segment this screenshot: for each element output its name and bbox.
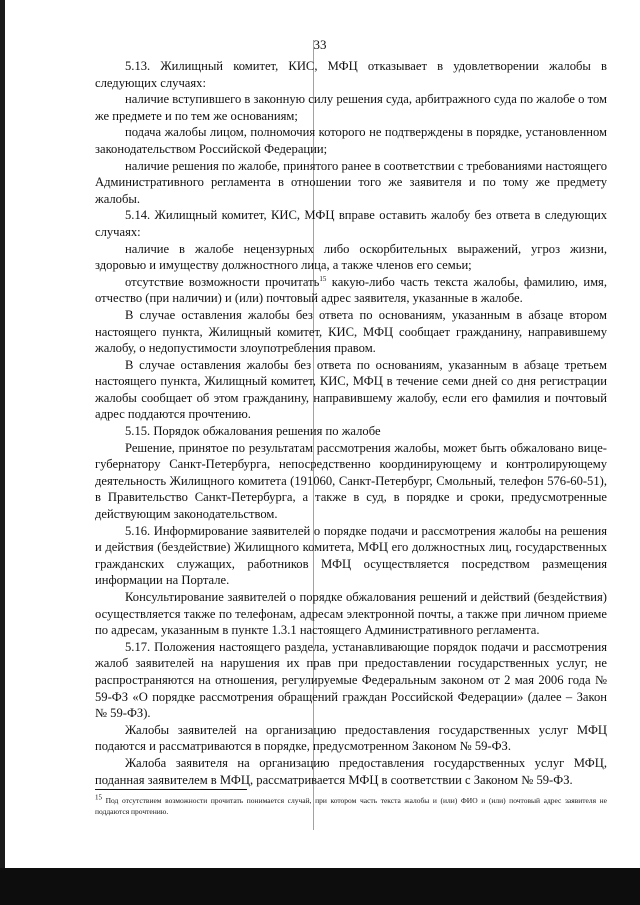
paragraph-5-17: 5.17. Положения настоящего раздела, устанавливающие порядок подачи и рассмотрения жалоб заявителей на нарушения их прав при предоставлении государственных услуг, не распространяются на отношения, регулируемые Федеральным законом от 2 мая 2006 года № 59-ФЗ «О порядке рассмотрения обращений граждан Российской Федерации» (далее – Закон № 59-ФЗ). [95,639,607,721]
paragraph: наличие в жалобе нецензурных либо оскорбительных выражений, угроз жизни, здоровью и имуществу должностного лица, а также членов его семьи; [95,241,607,273]
page-number: 33 [313,37,327,52]
paragraph: Жалобы заявителей на организацию предоставления государственных услуг МФЦ подаются и рассматриваются в порядке, предусмотренном Законом № 59-ФЗ. [95,722,607,754]
paragraph: В случае оставления жалобы без ответа по основаниям, указанным в абзаце втором настоящего пункта, Жилищный комитет, КИС, МФЦ сообщает гражданину, направившему жалобу, о недопустимости злоупотребления правом. [95,307,607,356]
paragraph-text-part: отсутствие возможности прочитать [125,274,320,289]
footnote [95,795,607,817]
paragraph: наличие решения по жалобе, принятого ранее в соответствии с требованиями настоящего Административного регламента в отношении того же заявителя и по тому же предмету жалобы. [95,158,607,206]
document-body [95,58,607,788]
paragraph-5-15: 5.15. Порядок обжалования решения по жалобе [125,424,381,439]
footnote-marker: 15 [95,793,102,802]
paragraph: Консультирование заявителей о порядке обжалования решений и действий (бездействия) осуществляется также по телефонам, адресам электронной почты, а также при личном приеме по адресам, указанным в пункте 1.3.1 настоящего Административного регламента. [95,590,607,638]
footnote-text: Под отсутствием возможности прочитать понимается случай, при котором часть текста жалобы и (или) ФИО и (или) почтовый адрес заявителя не поддаются прочтению. [95,796,607,816]
paragraph: Жалоба заявителя на организацию предоставления государственных услуг МФЦ, поданная заявителем в МФЦ, рассматривается МФЦ в соответствии с Законом № 59-ФЗ. [95,755,607,787]
paragraph: подача жалобы лицом, полномочия которого не подтверждены в порядке, установленном законодательством Российской Федерации; [95,125,607,156]
footnote-separator [95,789,247,790]
paragraph: В случае оставления жалобы без ответа по основаниям, указанным в абзаце третьем настоящего пункта, Жилищный комитет, КИС, МФЦ в течение семи дней со дня регистрации жалобы сообщает об этом гражданину, направившему жалобу, если его фамилия и почтовый адрес поддаются прочтению. [95,357,607,422]
paragraph: Решение, принятое по результатам рассмотрения жалобы, может быть обжаловано вице-губернатору Санкт-Петербурга, непосредственно координирующему и контролирующему деятельность Жилищного комитета (191060, Санкт-Петербург, Смольный, телефон 576-60-51), в Правительство Санкт-Петербурга, а также в суд, в порядке и сроки, предусмотренные действующим законодательством. [95,440,607,522]
scan-left-edge [0,0,5,905]
paragraph-with-footnote [95,274,607,307]
paragraph-5-13: 5.13. Жилищный комитет, КИС, МФЦ отказывает в удовлетворении жалобы в следующих случаях: [95,59,607,90]
scan-bottom-band [0,868,640,905]
footnote-reference: 15 [319,274,327,283]
paragraph: наличие вступившего в законную силу решения суда, арбитражного суда по жалобе о том же предмете и по тем же основаниям; [95,92,607,123]
paragraph-text-part: какую-либо часть текста жалобы, фамилию, имя, отчество (при наличии) и (или) почтовый адрес заявителя, указанные в жалобе. [95,274,608,306]
paragraph-5-16: 5.16. Информирование заявителей о порядке подачи и рассмотрения жалобы на решения и действия (бездействие) Жилищного комитета, МФЦ его должностных лиц, государственных гражданских служащих, работников МФЦ осуществляется посредством размещения информации на Портале. [95,523,607,588]
paragraph-5-14: 5.14. Жилищный комитет, КИС, МФЦ вправе оставить жалобу без ответа в следующих случаях: [95,208,607,239]
